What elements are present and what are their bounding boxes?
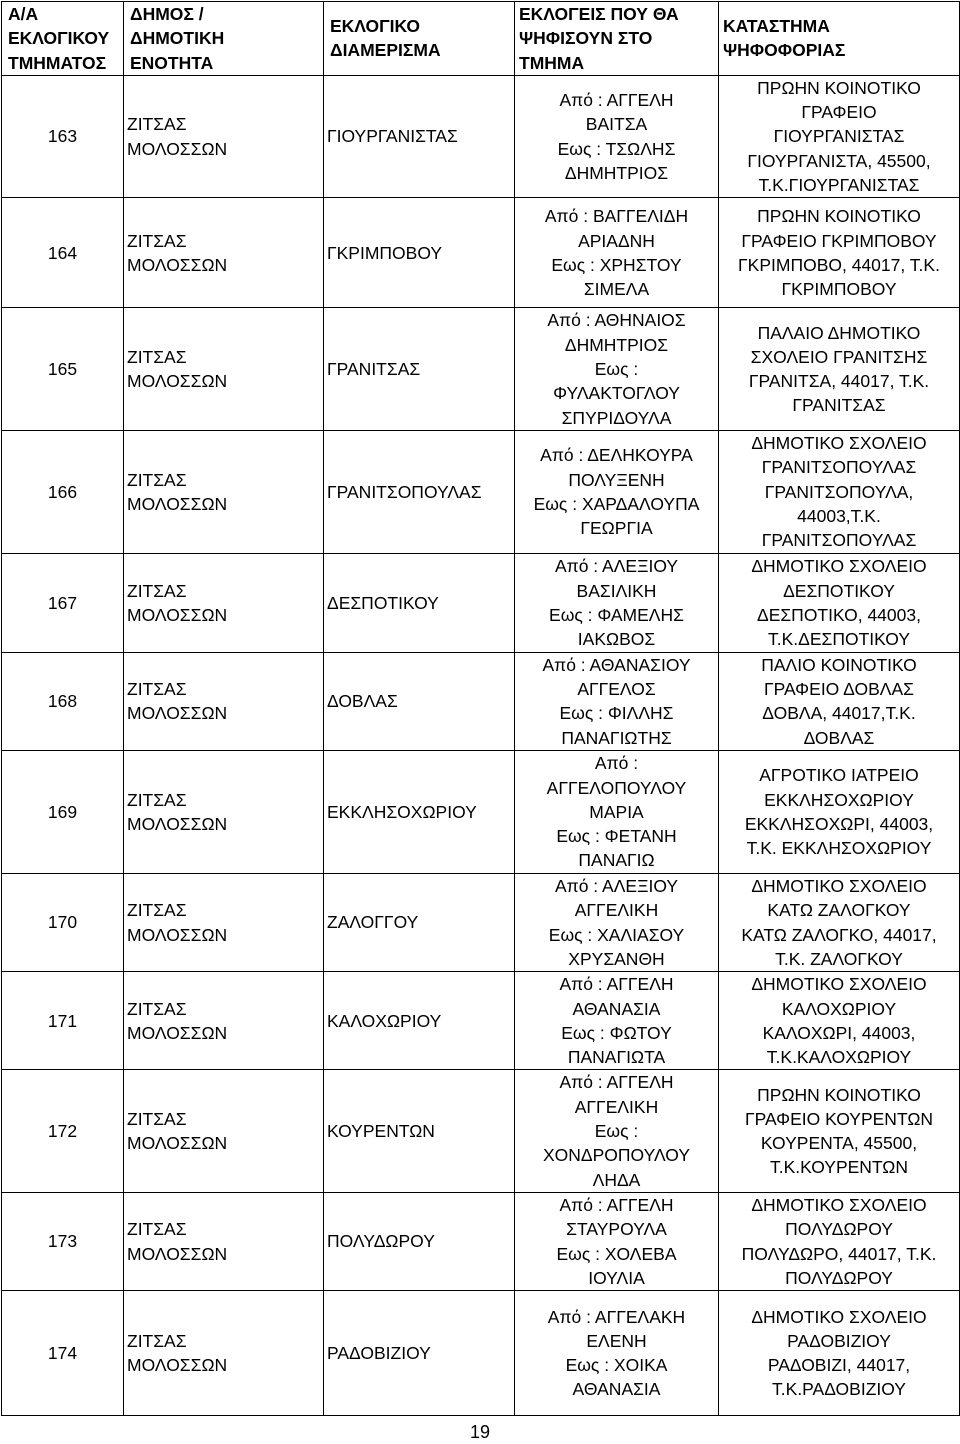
table-row bbox=[2, 972, 960, 1070]
municipality-cell: ΖΙΤΣΑΣ ΜΟΛΟΣΣΩΝ bbox=[124, 198, 324, 308]
electoral-district-cell: ΔΕΣΠΟΤΙΚΟΥ bbox=[324, 553, 515, 652]
table-row bbox=[2, 75, 960, 197]
table-row bbox=[2, 430, 960, 553]
electoral-district-cell: ΓΚΡΙΜΠΟΒΟΥ bbox=[324, 198, 515, 308]
table-row bbox=[2, 198, 960, 308]
municipality-cell: ΖΙΤΣΑΣ ΜΟΛΟΣΣΩΝ bbox=[124, 1291, 324, 1416]
voters-range-cell: Από : ΔΕΛΗΚΟΥΡΑ ΠΟΛΥΞΕΝΗ Εως : ΧΑΡΔΑΛΟΥΠΑ ΓΕΩΡΓΙΑ bbox=[515, 430, 719, 553]
electoral-district-cell: ΓΡΑΝΙΤΣΑΣ bbox=[324, 308, 515, 430]
municipality-cell: ΖΙΤΣΑΣ ΜΟΛΟΣΣΩΝ bbox=[124, 1070, 324, 1192]
section-number: 167 bbox=[2, 553, 124, 652]
voters-range-cell: Από : ΑΓΓΕΛΗ ΑΘΑΝΑΣΙΑ Εως : ΦΩΤΟΥ ΠΑΝΑΓΙΩΤΑ bbox=[515, 972, 719, 1070]
electoral-district-cell: ΠΟΛΥΔΩΡΟΥ bbox=[324, 1192, 515, 1290]
voters-range-cell: Από : ΑΓΓΕΛΗ ΑΓΓΕΛΙΚΗ Εως : ΧΟΝΔΡΟΠΟΥΛΟΥ ΛΗΔΑ bbox=[515, 1070, 719, 1192]
section-number: 163 bbox=[2, 75, 124, 197]
municipality-cell: ΖΙΤΣΑΣ ΜΟΛΟΣΣΩΝ bbox=[124, 308, 324, 430]
section-number: 168 bbox=[2, 652, 124, 750]
voters-range-cell: Από : ΑΓΓΕΛΟΠΟΥΛΟΥ ΜΑΡΙΑ Εως : ΦΕΤΑΝΗ ΠΑΝΑΓΙΩ bbox=[515, 751, 719, 874]
electoral-district-cell: ΖΑΛΟΓΓΟΥ bbox=[324, 874, 515, 972]
header-polling-station: ΚΑΤΑΣΤΗΜΑ ΨΗΦΟΦΟΡΙΑΣ bbox=[719, 2, 960, 76]
voters-range-cell: Από : ΑΓΓΕΛΑΚΗ ΕΛΕΝΗ Εως : ΧΟΙΚΑ ΑΘΑΝΑΣΙΑ bbox=[515, 1291, 719, 1416]
voters-range-cell: Από : ΑΓΓΕΛΗ ΣΤΑΥΡΟΥΛΑ Εως : ΧΟΛΕΒΑ ΙΟΥΛΙΑ bbox=[515, 1192, 719, 1290]
table-row bbox=[2, 1070, 960, 1192]
electoral-district-cell: ΔΟΒΛΑΣ bbox=[324, 652, 515, 750]
voters-range-cell: Από : ΑΘΑΝΑΣΙΟΥ ΑΓΓΕΛΟΣ Εως : ΦΙΛΛΗΣ ΠΑΝΑΓΙΩΤΗΣ bbox=[515, 652, 719, 750]
section-number: 164 bbox=[2, 198, 124, 308]
header-municipality: ΔΗΜΟΣ / ΔΗΜΟΤΙΚΗ ΕΝΟΤΗΤΑ bbox=[124, 2, 324, 76]
polling-station-cell: ΠΡΩΗΝ ΚΟΙΝΟΤΙΚΟ ΓΡΑΦΕΙΟ ΚΟΥΡΕΝΤΩΝ ΚΟΥΡΕΝΤΑ, 45500, Τ.Κ.ΚΟΥΡΕΝΤΩΝ bbox=[719, 1070, 960, 1192]
electoral-district-cell: ΓΙΟΥΡΓΑΝΙΣΤΑΣ bbox=[324, 75, 515, 197]
table-row bbox=[2, 874, 960, 972]
electoral-district-cell: ΕΚΚΛΗΣΟΧΩΡΙΟΥ bbox=[324, 751, 515, 874]
section-number: 169 bbox=[2, 751, 124, 874]
polling-station-cell: ΔΗΜΟΤΙΚΟ ΣΧΟΛΕΙΟ ΚΑΛΟΧΩΡΙΟΥ ΚΑΛΟΧΩΡΙ, 44003, Τ.Κ.ΚΑΛΟΧΩΡΙΟΥ bbox=[719, 972, 960, 1070]
section-number: 172 bbox=[2, 1070, 124, 1192]
municipality-cell: ΖΙΤΣΑΣ ΜΟΛΟΣΣΩΝ bbox=[124, 972, 324, 1070]
header-row bbox=[2, 2, 960, 76]
municipality-cell: ΖΙΤΣΑΣ ΜΟΛΟΣΣΩΝ bbox=[124, 430, 324, 553]
voters-range-cell: Από : ΑΓΓΕΛΗ ΒΑΙΤΣΑ Εως : ΤΣΩΛΗΣ ΔΗΜΗΤΡΙΟΣ bbox=[515, 75, 719, 197]
table-row bbox=[2, 308, 960, 430]
municipality-cell: ΖΙΤΣΑΣ ΜΟΛΟΣΣΩΝ bbox=[124, 553, 324, 652]
section-number: 174 bbox=[2, 1291, 124, 1416]
voters-range-cell: Από : ΑΛΕΞΙΟΥ ΒΑΣΙΛΙΚΗ Εως : ΦΑΜΕΛΗΣ ΙΑΚΩΒΟΣ bbox=[515, 553, 719, 652]
table-body bbox=[2, 75, 960, 1415]
polling-station-cell: ΠΡΩΗΝ ΚΟΙΝΟΤΙΚΟ ΓΡΑΦΕΙΟ ΓΙΟΥΡΓΑΝΙΣΤΑΣ ΓΙΟΥΡΓΑΝΙΣΤΑ, 45500, Τ.Κ.ΓΙΟΥΡΓΑΝΙΣΤΑΣ bbox=[719, 75, 960, 197]
municipality-cell: ΖΙΤΣΑΣ ΜΟΛΟΣΣΩΝ bbox=[124, 874, 324, 972]
table-row bbox=[2, 652, 960, 750]
voters-range-cell: Από : ΑΛΕΞΙΟΥ ΑΓΓΕΛΙΚΗ Εως : ΧΑΛΙΑΣΟΥ ΧΡΥΣΑΝΘΗ bbox=[515, 874, 719, 972]
table-row bbox=[2, 553, 960, 652]
electoral-district-cell: ΚΑΛΟΧΩΡΙΟΥ bbox=[324, 972, 515, 1070]
electoral-district-cell: ΚΟΥΡΕΝΤΩΝ bbox=[324, 1070, 515, 1192]
header-voters-range: ΕΚΛΟΓΕΙΣ ΠΟΥ ΘΑ ΨΗΦΙΣΟΥΝ ΣΤΟ ΤΜΗΜΑ bbox=[515, 2, 719, 76]
voters-range-cell: Από : ΒΑΓΓΕΛΙΔΗ ΑΡΙΑΔΝΗ Εως : ΧΡΗΣΤΟΥ ΣΙΜΕΛΑ bbox=[515, 198, 719, 308]
municipality-cell: ΖΙΤΣΑΣ ΜΟΛΟΣΣΩΝ bbox=[124, 751, 324, 874]
polling-station-cell: ΔΗΜΟΤΙΚΟ ΣΧΟΛΕΙΟ ΓΡΑΝΙΤΣΟΠΟΥΛΑΣ ΓΡΑΝΙΤΣΟΠΟΥΛΑ, 44003,Τ.Κ. ΓΡΑΝΙΤΣΟΠΟΥΛΑΣ bbox=[719, 430, 960, 553]
municipality-cell: ΖΙΤΣΑΣ ΜΟΛΟΣΣΩΝ bbox=[124, 652, 324, 750]
polling-station-cell: ΔΗΜΟΤΙΚΟ ΣΧΟΛΕΙΟ ΠΟΛΥΔΩΡΟΥ ΠΟΛΥΔΩΡΟ, 44017, Τ.Κ. ΠΟΛΥΔΩΡΟΥ bbox=[719, 1192, 960, 1290]
municipality-cell: ΖΙΤΣΑΣ ΜΟΛΟΣΣΩΝ bbox=[124, 1192, 324, 1290]
header-section-number: Α/Α ΕΚΛΟΓΙΚΟΥ ΤΜΗΜΑΤΟΣ bbox=[2, 2, 124, 76]
voters-range-cell: Από : ΑΘΗΝΑΙΟΣ ΔΗΜΗΤΡΙΟΣ Εως : ΦΥΛΑΚΤΟΓΛΟΥ ΣΠΥΡΙΔΟΥΛΑ bbox=[515, 308, 719, 430]
section-number: 166 bbox=[2, 430, 124, 553]
section-number: 171 bbox=[2, 972, 124, 1070]
header-electoral-district: ΕΚΛΟΓΙΚΟ ΔΙΑΜΕΡΙΣΜΑ bbox=[324, 2, 515, 76]
polling-station-cell: ΔΗΜΟΤΙΚΟ ΣΧΟΛΕΙΟ ΚΑΤΩ ΖΑΛΟΓΚΟΥ ΚΑΤΩ ΖΑΛΟΓΚΟ, 44017, Τ.Κ. ΖΑΛΟΓΚΟΥ bbox=[719, 874, 960, 972]
table-row bbox=[2, 1192, 960, 1290]
polling-stations-table bbox=[1, 1, 960, 1416]
electoral-district-cell: ΡΑΔΟΒΙΖΙΟΥ bbox=[324, 1291, 515, 1416]
polling-station-cell: ΠΑΛΙΟ ΚΟΙΝΟΤΙΚΟ ΓΡΑΦΕΙΟ ΔΟΒΛΑΣ ΔΟΒΛΑ, 44017,Τ.Κ. ΔΟΒΛΑΣ bbox=[719, 652, 960, 750]
polling-station-cell: ΠΡΩΗΝ ΚΟΙΝΟΤΙΚΟ ΓΡΑΦΕΙΟ ΓΚΡΙΜΠΟΒΟΥ ΓΚΡΙΜΠΟΒΟ, 44017, Τ.Κ. ΓΚΡΙΜΠΟΒΟΥ bbox=[719, 198, 960, 308]
polling-station-cell: ΑΓΡΟΤΙΚΟ ΙΑΤΡΕΙΟ ΕΚΚΛΗΣΟΧΩΡΙΟΥ ΕΚΚΛΗΣΟΧΩΡΙ, 44003, Τ.Κ. ΕΚΚΛΗΣΟΧΩΡΙΟΥ bbox=[719, 751, 960, 874]
polling-station-cell: ΠΑΛΑΙΟ ΔΗΜΟΤΙΚΟ ΣΧΟΛΕΙΟ ΓΡΑΝΙΤΣΗΣ ΓΡΑΝΙΤΣΑ, 44017, Τ.Κ. ΓΡΑΝΙΤΣΑΣ bbox=[719, 308, 960, 430]
section-number: 165 bbox=[2, 308, 124, 430]
page-number: 19 bbox=[469, 1422, 491, 1442]
electoral-district-cell: ΓΡΑΝΙΤΣΟΠΟΥΛΑΣ bbox=[324, 430, 515, 553]
municipality-cell: ΖΙΤΣΑΣ ΜΟΛΟΣΣΩΝ bbox=[124, 75, 324, 197]
section-number: 170 bbox=[2, 874, 124, 972]
polling-station-cell: ΔΗΜΟΤΙΚΟ ΣΧΟΛΕΙΟ ΔΕΣΠΟΤΙΚΟΥ ΔΕΣΠΟΤΙΚΟ, 44003, Τ.Κ.ΔΕΣΠΟΤΙΚΟΥ bbox=[719, 553, 960, 652]
section-number: 173 bbox=[2, 1192, 124, 1290]
table-row bbox=[2, 751, 960, 874]
table-row bbox=[2, 1291, 960, 1416]
polling-station-cell: ΔΗΜΟΤΙΚΟ ΣΧΟΛΕΙΟ ΡΑΔΟΒΙΖΙΟΥ ΡΑΔΟΒΙΖΙ, 44017, Τ.Κ.ΡΑΔΟΒΙΖΙΟΥ bbox=[719, 1291, 960, 1416]
